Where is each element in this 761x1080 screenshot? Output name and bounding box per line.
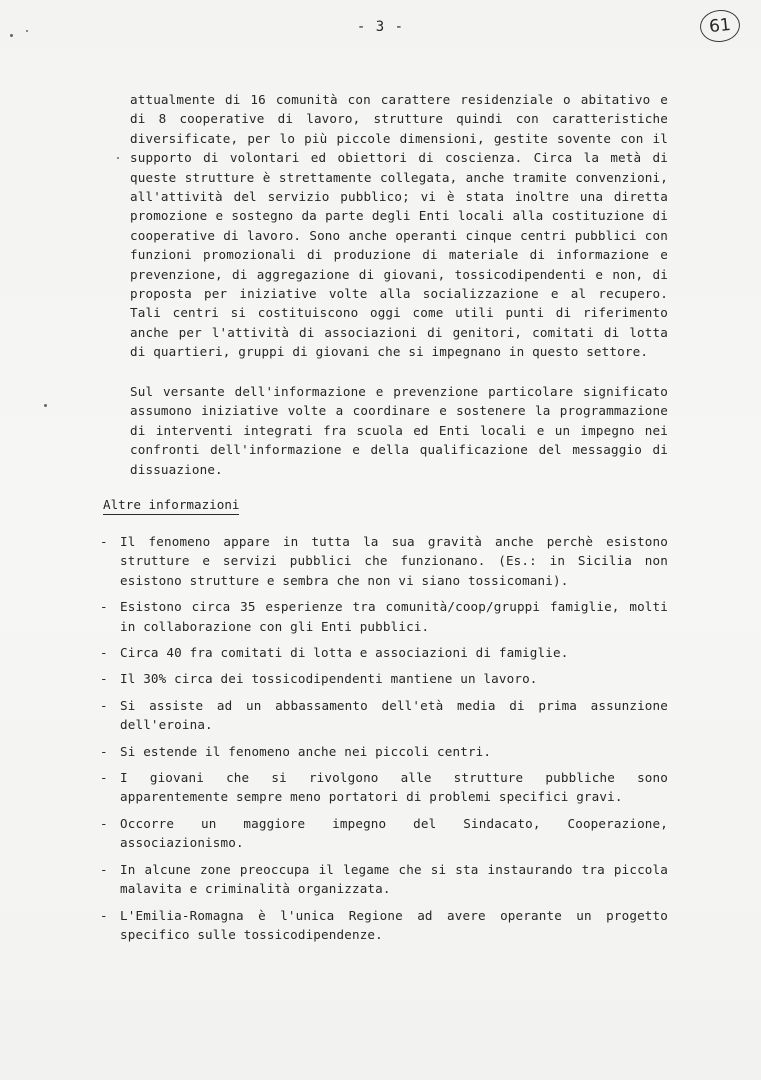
list-item-text: Esistono circa 35 esperienze tra comunità/coop/gruppi famiglie, molti in collaborazione con gli Enti pubblici. <box>120 599 668 634</box>
list-dash: - <box>100 907 108 923</box>
list-item-text: In alcune zone preoccupa il legame che si sta instaurando tra piccola malavita e criminalità organizzata. <box>120 861 668 897</box>
list-item <box>100 597 668 636</box>
list-item-text: I giovani che si rivolgono alle strutture pubbliche sono apparentemente sempre meno portatori di problemi specifici gravi. <box>120 770 668 805</box>
info-list <box>100 532 668 951</box>
list-item-text: Il 30% circa dei tossicodipendenti mantiene un lavoro. <box>120 671 538 687</box>
list-dash: - <box>100 861 108 877</box>
list-item-text: Circa 40 fra comitati di lotta e associazioni di famiglie. <box>120 645 569 661</box>
handwritten-page-stamp: 61 <box>698 8 741 44</box>
list-item <box>100 814 668 853</box>
list-dash: - <box>100 534 108 549</box>
list-dash: - <box>100 599 108 615</box>
list-item <box>100 696 668 735</box>
body-paragraph: Sul versante dell'informazione e prevenzione particolare significato assumono iniziative volte a coordinare e sostenere la programmazione di interventi integrati fra scuola ed Enti locali e un impegno nei confronti dell'informazione e della qualificazione del messaggio di dissuazione. <box>130 384 668 477</box>
list-item <box>100 532 668 590</box>
list-item-text: Si estende il fenomeno anche nei piccoli centri. <box>120 743 492 759</box>
scan-speck <box>10 34 13 37</box>
scan-speck <box>44 404 47 407</box>
scan-speck <box>26 30 28 32</box>
body-paragraph: attualmente di 16 comunità con carattere residenziale o abitativo e di 8 cooperative di lavoro, strutture quindi con caratteristiche diversificate, per lo più piccole dimensioni, gestite sovente con il supporto di volontari ed obiettori di coscienza. Circa la metà di queste strutture è strettamente collegata, anche tramite convenzioni, all'attività del servizio pubblico; vi è stata inoltre una diretta promozione e sostegno da parte degli Enti locali alla costituzione di cooperative di lavoro. Sono anche operanti cinque centri pubblici con funzioni promozionali di produzione di materiale di informazione e prevenzione, di aggregazione di giovani, tossicodipendenti e non, di proposta per iniziative volte alla socializzazione e al recupero. Tali centri si costituiscono oggi come utili punti di riferimento anche per l'attività di associazioni di genitori, comitati di lotta di quartieri, gruppi di giovani che si impegnano in questo settore. <box>130 92 668 360</box>
list-item <box>100 742 668 761</box>
list-dash: - <box>100 770 108 786</box>
list-item <box>100 643 668 662</box>
section-heading: Altre informazioni <box>103 497 239 515</box>
list-dash: - <box>100 645 108 661</box>
list-item <box>100 669 668 688</box>
list-item-text: Il fenomeno appare in tutta la sua gravità anche perchè esistono strutture e servizi pubblici che funzionano. (Es.: in Sicilia non esistono strutture e sembra che non vi siano tossicomani). <box>120 534 668 588</box>
list-dash: - <box>100 743 108 759</box>
list-item-text: Occorre un maggiore impegno del Sindacato, Cooperazione, associazionismo. <box>120 815 668 851</box>
page-number: - 3 - <box>356 19 405 35</box>
list-item <box>100 860 668 899</box>
scan-speck <box>117 157 119 159</box>
list-dash: - <box>100 671 108 687</box>
list-item-text: L'Emilia-Romagna è l'unica Regione ad avere operante un progetto specifico sulle tossicodipendenze. <box>120 907 668 942</box>
list-item <box>100 768 668 807</box>
list-item-text: Si assiste ad un abbassamento dell'età media di prima assunzione dell'eroina. <box>120 697 668 733</box>
list-item <box>100 906 668 945</box>
list-dash: - <box>100 697 108 713</box>
list-dash: - <box>100 815 108 831</box>
